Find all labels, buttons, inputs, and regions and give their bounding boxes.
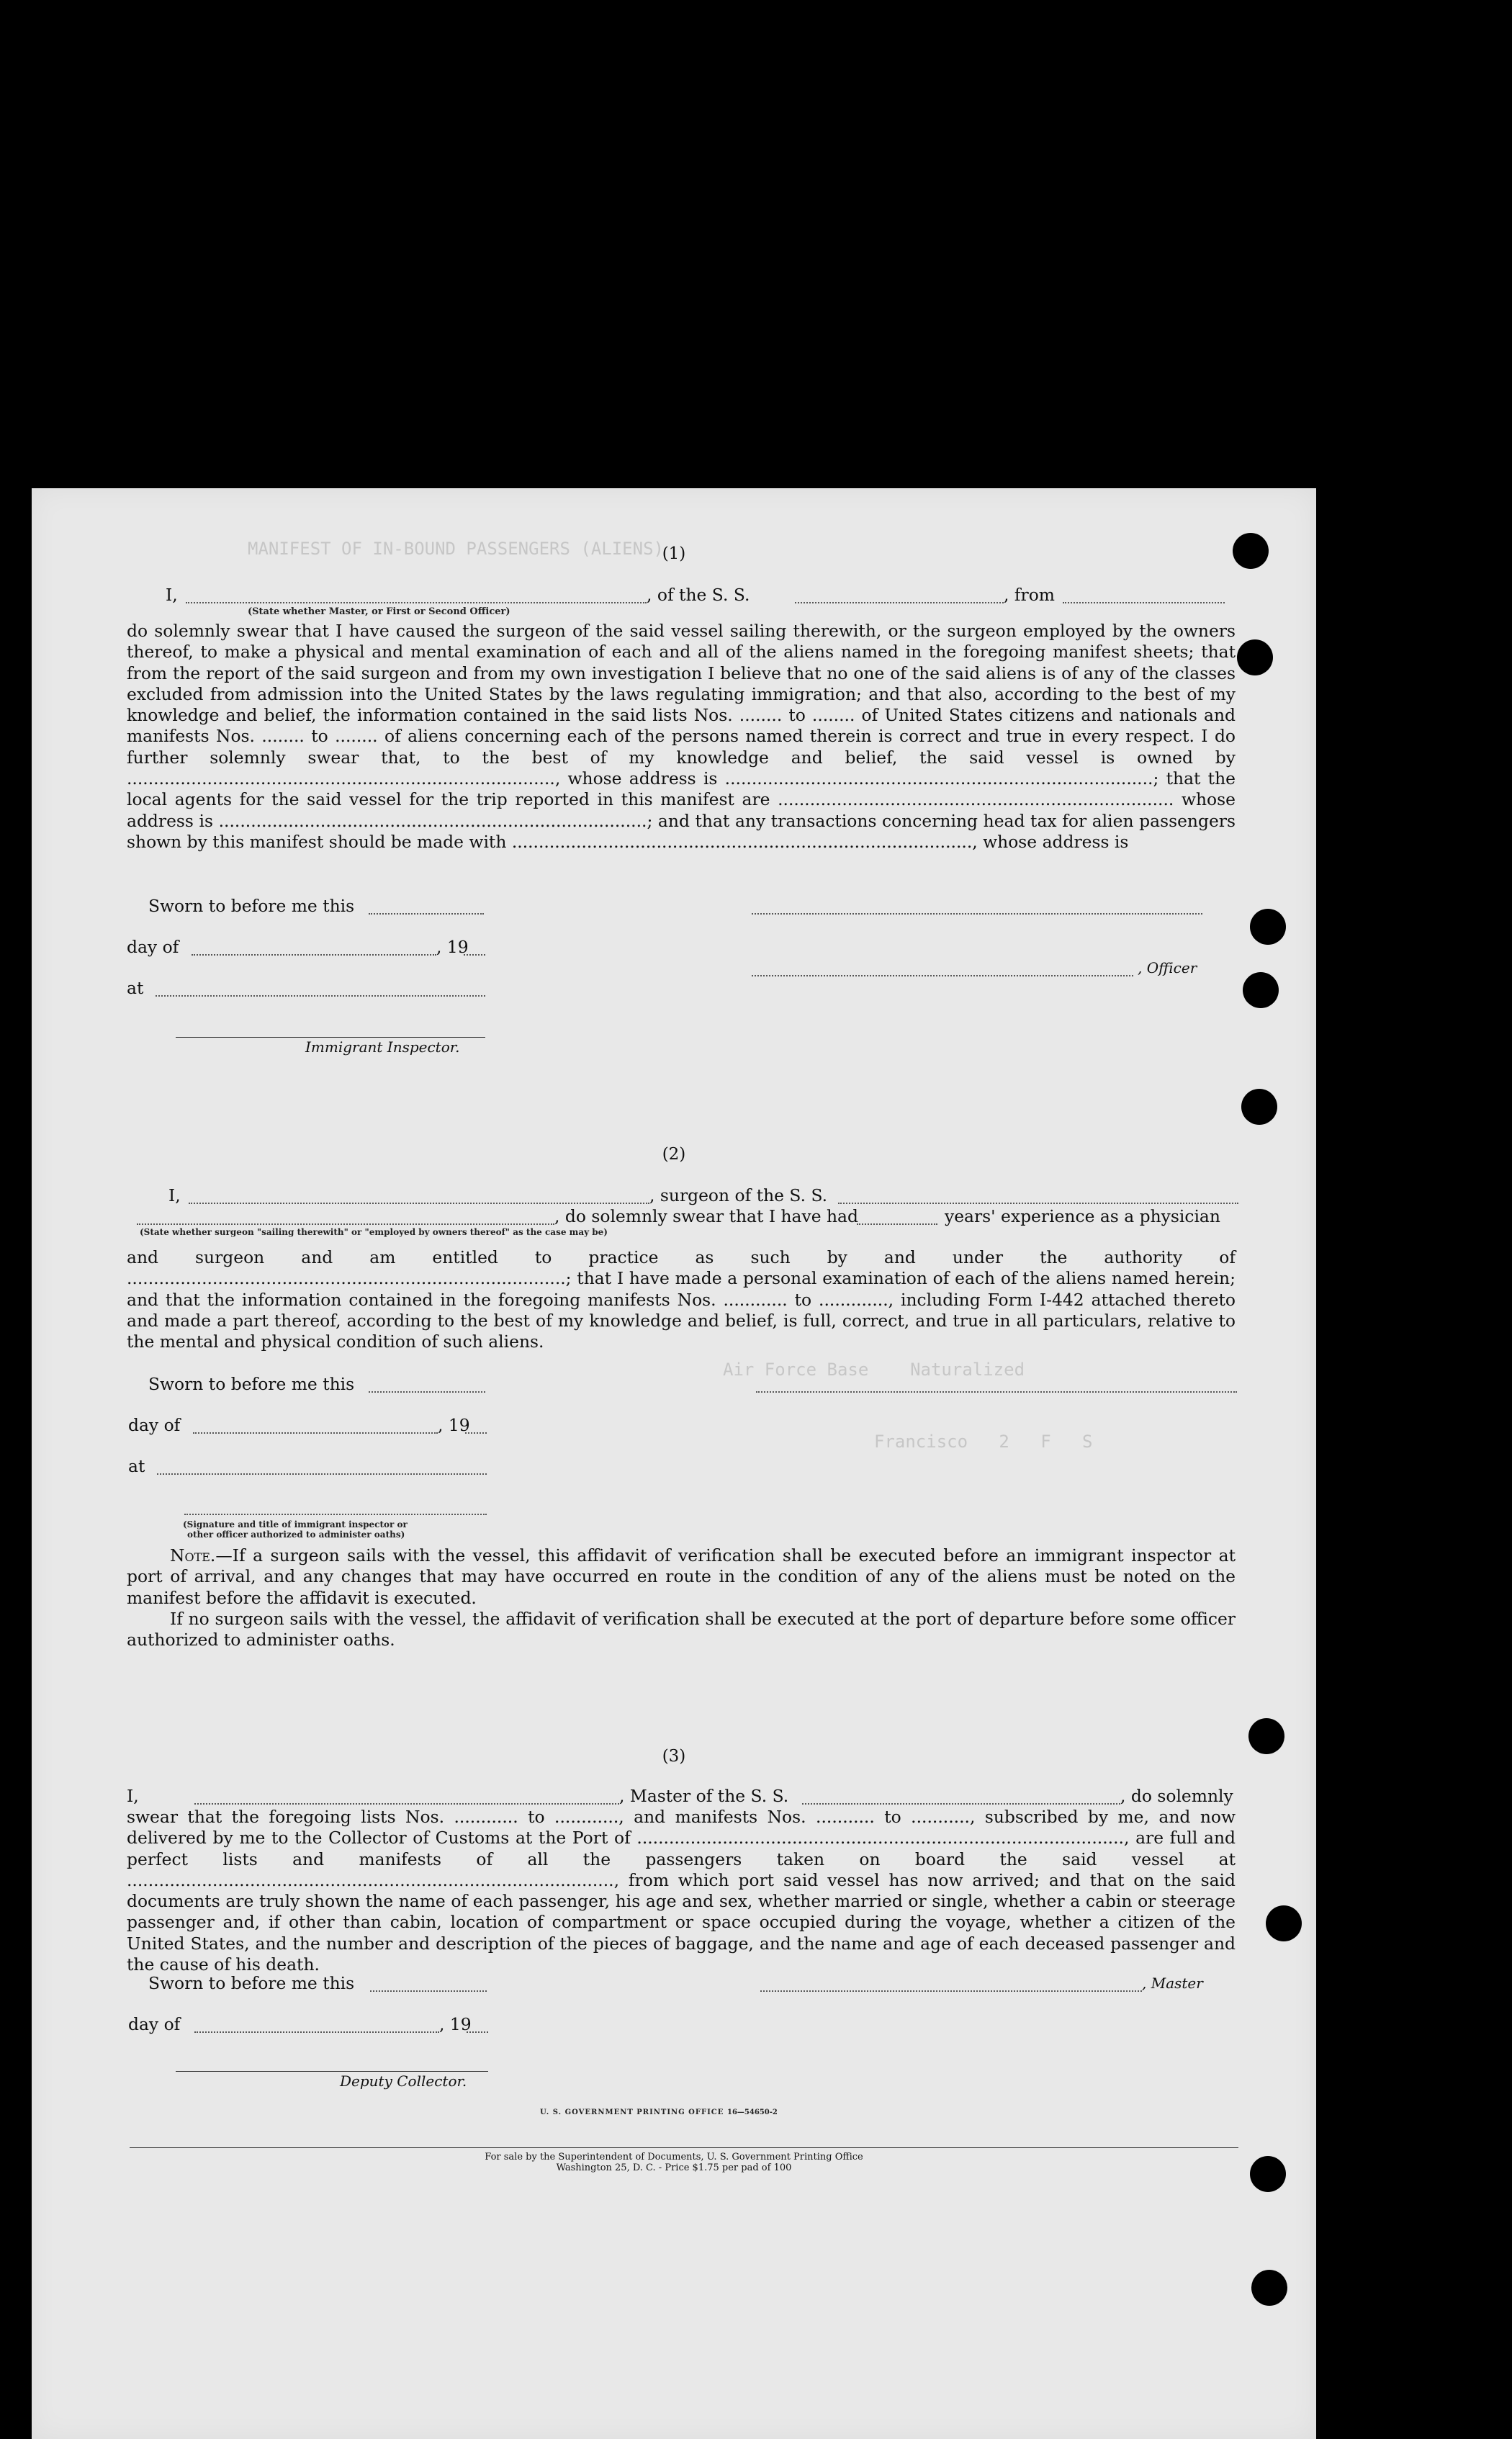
day-of-label-2: day of xyxy=(128,1415,181,1435)
vessel-name-field[interactable] xyxy=(795,602,1004,603)
surgeon-vessel-field[interactable] xyxy=(838,1203,1238,1204)
sworn-label-1: Sworn to before me this xyxy=(148,896,355,916)
bleed-through-text: MANIFEST OF IN-BOUND PASSENGERS (ALIENS) xyxy=(248,539,664,559)
punch-hole xyxy=(1250,2156,1286,2192)
master-title-field[interactable] xyxy=(186,602,647,603)
surgeon-status-caption: (State whether surgeon "sailing therewith" or "employed by owners thereof" as the case may be) xyxy=(140,1227,608,1237)
note-text: —If a surgeon sails with the vessel, this affidavit of verification shall be executed before an immigrant inspector at port of arrival, and any changes that may have occurred en route in the condition of any of the aliens must be noted on the manifest before the affidavit is executed. xyxy=(127,1545,1236,1608)
form-sheet xyxy=(32,488,1316,2439)
inspector-signature-line[interactable] xyxy=(176,1037,485,1038)
day-of-label-3: day of xyxy=(128,2014,181,2034)
day-of-label-1: day of xyxy=(127,937,179,957)
sig-caption-line-1: (Signature and title of immigrant inspector or xyxy=(183,1519,408,1530)
note-label: Note. xyxy=(170,1545,216,1566)
years-field[interactable] xyxy=(857,1223,937,1225)
master-label: , Master xyxy=(1142,1975,1203,1992)
printing-office-label: U. S. GOVERNMENT PRINTING OFFICE xyxy=(540,2108,724,2116)
sworn-date-field-2[interactable] xyxy=(369,1391,485,1393)
section-1-body: do solemnly swear that I have caused the surgeon of the said vessel sailing therewith, or the surgeon employed by the owners thereof, to make a physical and mental examination of each and all of the aliens named in the foregoing manifest sheets; that from the report of the said surgeon and from my own investigation I believe that no one of the said aliens is of any of the classes excluded from admission into the United States by the laws regulating immigration; and that also, according to the best of my knowledge and belief, the information contained in the said lists Nos. ........ to ........ of United States citizens and nationals and manifests Nos. ........ to ........ of aliens concerning each of the persons named therein is correct and true in every respect. I do further solemnly swear that, to the best of my knowledge and belief, the said vessel is owned by ................................................................................, whose address is ................................................................................; that the local agents for the said vessel for the trip reported in this manifest are .......................................................................... whose address is ................................................................................; and that any transactions concerning head tax for alien passengers shown by this manifest should be made with ......................................................................................, whose address is xyxy=(127,621,1236,852)
surgeon-signature-field[interactable] xyxy=(756,1391,1237,1393)
officer-signature-field[interactable] xyxy=(752,913,1202,915)
bleed-through-text: Francisco 2 F S xyxy=(874,1432,1093,1452)
master-signature-field[interactable] xyxy=(760,1990,1142,1992)
from-port-field[interactable] xyxy=(1063,602,1225,603)
master-title-caption: (State whether Master, or First or Second Officer) xyxy=(248,606,510,617)
collector-label: Deputy Collector. xyxy=(340,2072,467,2090)
punch-hole xyxy=(1248,1718,1284,1754)
year-label-2: , 19 xyxy=(438,1415,470,1435)
day-of-field-1[interactable] xyxy=(192,954,436,956)
punch-hole xyxy=(1241,1089,1277,1125)
sig-caption-line-2: other officer authorized to administer oaths) xyxy=(187,1530,405,1540)
section-1-lead: I, xyxy=(166,585,178,605)
section-2-number: (2) xyxy=(662,1145,686,1164)
inspector-signature-line-2[interactable] xyxy=(184,1514,487,1515)
surgeon-of-ss-label: , surgeon of the S. S. xyxy=(649,1185,828,1205)
at-field-1[interactable] xyxy=(156,995,485,997)
note-paragraph xyxy=(127,1545,1236,1609)
punch-hole xyxy=(1251,2270,1287,2306)
bleed-through-text: Air Force Base Naturalized xyxy=(723,1360,1025,1380)
section-3-body: swear that the foregoing lists Nos. ............ to ............, and manifests Nos. ........... to ..........., subscribed by me, and now delivered by me to the Collector of Customs at the Port of ..........................................................................................., are full and perfect lists and manifests of all the passengers taken on board the said vessel at ..........................................................................................., from which port said vessel has now arrived; and that on the said documents are truly shown the name of each passenger, his age and sex, whether married or single, whether a cabin or steerage passenger and, if other than cabin, location of compartment or space occupied during the voyage, whether a citizen of the United States, and the number and description of the pieces of baggage, and the name and age of each deceased passenger and the cause of his death. xyxy=(127,1807,1236,1975)
punch-hole xyxy=(1243,972,1279,1008)
punch-hole xyxy=(1233,533,1269,569)
form-code: 16—54650-2 xyxy=(727,2108,778,2116)
punch-hole xyxy=(1237,639,1273,675)
do-solemnly-label: , do solemnly xyxy=(1120,1786,1233,1806)
years-label: years' experience as a physician xyxy=(945,1206,1220,1226)
punch-hole xyxy=(1266,1905,1302,1941)
sworn-label-3: Sworn to before me this xyxy=(148,1973,355,1993)
master-of-ss-label: , Master of the S. S. xyxy=(619,1786,789,1806)
day-of-field-2[interactable] xyxy=(193,1432,438,1434)
section-1-number: (1) xyxy=(662,544,686,563)
year-field-2[interactable] xyxy=(465,1432,487,1434)
sworn-date-field-1[interactable] xyxy=(369,913,484,915)
sworn-label-2: Sworn to before me this xyxy=(148,1374,355,1394)
sworn-date-field-3[interactable] xyxy=(370,1990,487,1992)
year-label-1: , 19 xyxy=(436,937,469,957)
at-label-1: at xyxy=(127,978,144,998)
of-ss-label: , of the S. S. xyxy=(647,585,750,605)
section-3-number: (3) xyxy=(662,1747,686,1766)
swear-label: , do solemnly swear that I have had xyxy=(554,1206,858,1226)
sale-line-1: For sale by the Superintendent of Documents, U. S. Government Printing Office xyxy=(485,2152,863,2162)
officer-line[interactable] xyxy=(752,975,1133,976)
year-field-1[interactable] xyxy=(464,954,485,956)
day-of-field-3[interactable] xyxy=(194,2031,439,2033)
from-label: , from xyxy=(1004,585,1055,605)
surgeon-status-field[interactable] xyxy=(137,1223,554,1225)
officer-label: , Officer xyxy=(1138,959,1197,976)
section-2-body: and surgeon and am entitled to practice as such by and under the authority of ..................................................................................; that I have made a personal examination of each of the aliens named herein; and that the information contained in the foregoing manifests Nos. ............ to ............., including Form I-442 attached thereto and made a part thereof, according to the best of my knowledge and belief, is full, correct, and true in all particulars, relative to the mental and physical condition of such aliens. xyxy=(127,1247,1236,1352)
surgeon-name-field[interactable] xyxy=(189,1203,649,1204)
inspector-label: Immigrant Inspector. xyxy=(305,1038,460,1056)
section-3-lead: I, xyxy=(127,1786,139,1806)
section-2-lead: I, xyxy=(168,1185,181,1205)
punch-hole xyxy=(1250,909,1286,945)
sale-line-2: Washington 25, D. C. - Price $1.75 per pad of 100 xyxy=(556,2162,792,2173)
footer-rule xyxy=(130,2147,1238,2148)
note-2-paragraph: If no surgeon sails with the vessel, the affidavit of verification shall be executed at the port of departure before some officer authorized to administer oaths. xyxy=(127,1609,1236,1650)
master-vessel-field[interactable] xyxy=(802,1803,1120,1805)
collector-signature-line[interactable] xyxy=(176,2071,488,2072)
at-label-2: at xyxy=(128,1456,145,1476)
master-name-field[interactable] xyxy=(194,1803,619,1805)
year-label-3: , 19 xyxy=(439,2014,472,2034)
year-field-3[interactable] xyxy=(467,2031,488,2033)
at-field-2[interactable] xyxy=(157,1473,487,1475)
